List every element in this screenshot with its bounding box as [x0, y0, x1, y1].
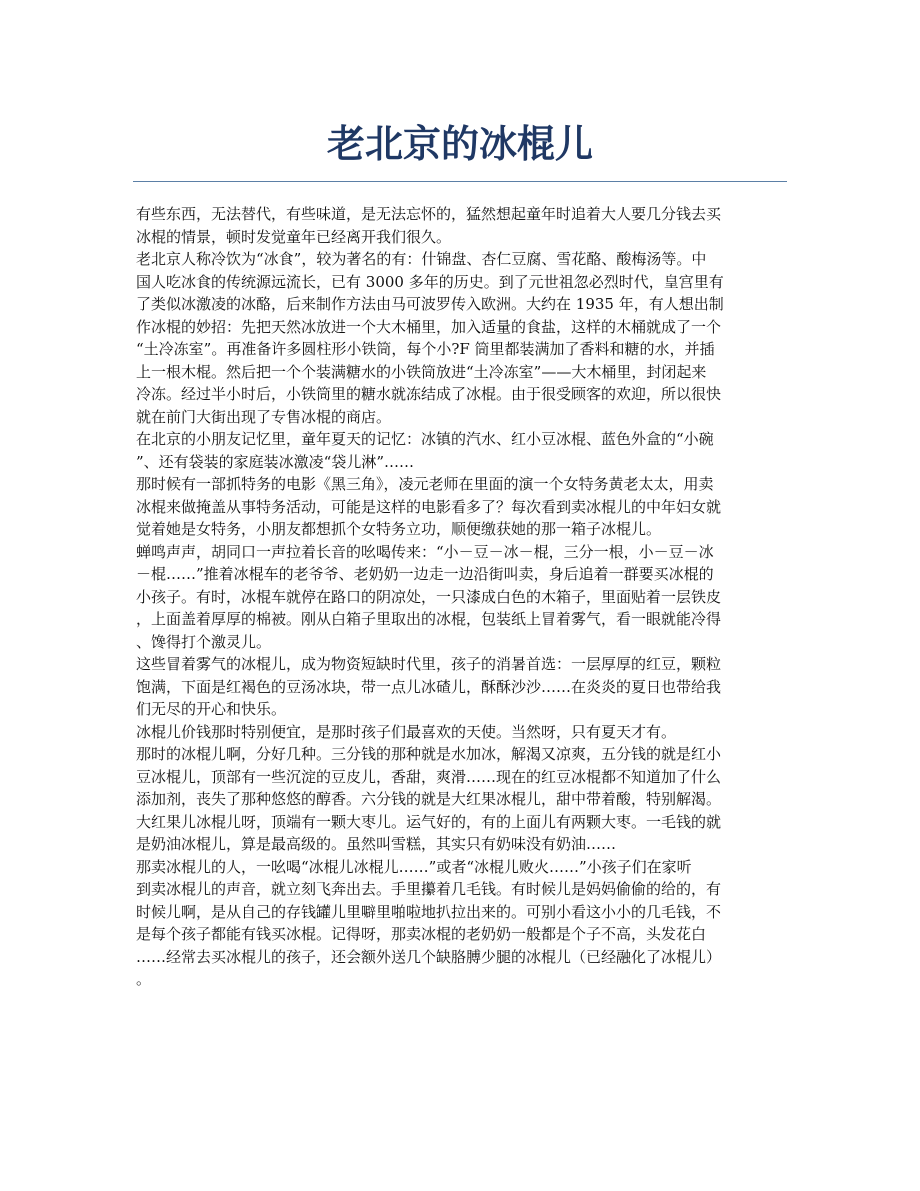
text-line: 饱满，下面是红褐色的豆汤冰块，带一点儿冰碴儿，酥酥沙沙……在炎炎的夏日也带给我	[136, 677, 722, 696]
text-line: 了类似冰激凌的冰酪，后来制作方法由马可波罗传入欧洲。大约在 1935 年，有人想出制	[136, 295, 724, 313]
text-line: 大红果儿冰棍儿呀，顶端有一颗大枣儿。运气好的，有的上面儿有两颗大枣。一毛钱的就	[136, 812, 722, 831]
title-divider	[133, 181, 787, 182]
text-line: 在北京的小朋友记忆里，童年夏天的记忆：冰镇的汽水、红小豆冰棍、蓝色外盒的“小碗	[136, 430, 714, 448]
text-line: 觉着她是女特务，小朋友都想抓个女特务立功，顺便缴获她的那一箱子冰棍儿。	[136, 520, 662, 538]
text-line: 。	[136, 970, 152, 988]
text-line: 豆冰棍儿，顶部有一些沉淀的豆皮儿，香甜，爽滑……现在的红豆冰棍都不知道加了什么	[136, 767, 722, 786]
text-line: ，上面盖着厚厚的棉被。刚从白箱子里取出的冰棍，包装纸上冒着雾气，看一眼就能冷得	[136, 610, 722, 628]
text-line: －棍……”推着冰棍车的老爷爷、老奶奶一边走一边沿街叫卖，身后追着一群要买冰棍的	[136, 565, 714, 583]
text-line: 国人吃冰食的传统源远流长，已有 3000 多年的历史。到了元世祖忽必烈时代，皇宫里有	[136, 272, 724, 291]
text-line: 老北京人称冷饮为“冰食”，较为著名的有：什锦盘、杏仁豆腐、雪花酪、酸梅汤等。中	[136, 250, 707, 268]
text-line: 添加剂，丧失了那种悠悠的醇香。六分钱的就是大红果冰棍儿，甜中带着酸，特别解渴。	[136, 790, 722, 808]
document-title: 老北京的冰棍儿	[326, 122, 593, 166]
text-line: 是奶油冰棍儿，算是最高级的。虽然叫雪糕，其实只有奶味没有奶油……	[136, 835, 617, 853]
text-line: 作冰棍的妙招：先把天然冰放进一个大木桶里，加入适量的食盐，这样的木桶就成了一个	[136, 317, 722, 336]
text-line: 那时候有一部抓特务的电影《黑三角》，凌元老师在里面的演一个女特务黄老太太，用卖	[136, 475, 714, 493]
text-line: 是每个孩子都能有钱买冰棍。记得呀，那卖冰棍的老奶奶一般都是个子不高，头发花白	[136, 925, 707, 943]
text-line: 那卖冰棍儿的人，一吆喝“冰棍儿冰棍儿……”或者“冰棍儿败火……”小孩子们在家听	[136, 857, 692, 876]
text-line: 上一根木棍。然后把一个个装满糖水的小铁筒放进“土冷冻室”——大木桶里，封闭起来	[136, 362, 707, 381]
text-line: 冰棍儿价钱那时特别便宜，是那时孩子们最喜欢的天使。当然呀，只有夏天才有。	[136, 722, 677, 741]
text-line: ”、还有袋装的家庭装冰激凌“袋儿淋”……	[136, 452, 415, 471]
text-line: 那时的冰棍儿啊，分好几种。三分钱的那种就是水加冰，解渴又凉爽，五分钱的就是红小	[136, 745, 722, 763]
text-line: 时候儿啊，是从自己的存钱罐儿里噼里啪啦地扒拉出来的。可别小看这小小的几毛钱，不	[136, 902, 722, 921]
text-line: 到卖冰棍儿的声音，就立刻飞奔出去。手里攥着几毛钱。有时候儿是妈妈偷偷的给的，有	[136, 880, 722, 898]
text-line: 冷冻。经过半小时后，小铁筒里的糖水就冻结成了冰棍。由于很受顾客的欢迎，所以很快	[136, 385, 722, 403]
text-line: 们无尽的开心和快乐。	[136, 700, 287, 718]
article-body	[136, 203, 786, 991]
text-line: 、馋得打个激灵儿。	[136, 632, 272, 651]
text-line: 就在前门大街出现了专售冰棍的商店。	[136, 407, 392, 426]
text-line: 蝉鸣声声，胡同口一声拉着长音的吆喝传来：“小－豆－冰－棍，三分一根，小－豆－冰	[136, 542, 714, 561]
text-line: 有些东西，无法替代，有些味道，是无法忘怀的，猛然想起童年时追着大人要几分钱去买	[136, 205, 722, 223]
text-line: ……经常去买冰棍儿的孩子，还会额外送几个缺胳膊少腿的冰棍儿（已经融化了冰棍儿）	[136, 947, 722, 966]
text-line: 小孩子。有时，冰棍车就停在路口的阴凉处，一只漆成白色的木箱子，里面贴着一层铁皮	[136, 587, 722, 606]
text-line: 冰棍的情景，顿时发觉童年已经离开我们很久。	[136, 227, 452, 246]
text-line: 这些冒着雾气的冰棍儿，成为物资短缺时代里，孩子的消暑首选：一层厚厚的红豆，颗粒	[136, 655, 722, 673]
text-line: “土冷冻室”。再准备许多圆柱形小铁筒，每个小?F 筒里都装满加了香料和糖的水，并插	[136, 340, 715, 358]
text-line: 冰棍来做掩盖从事特务活动，可能是这样的电影看多了？每次看到卖冰棍儿的中年妇女就	[136, 497, 722, 516]
